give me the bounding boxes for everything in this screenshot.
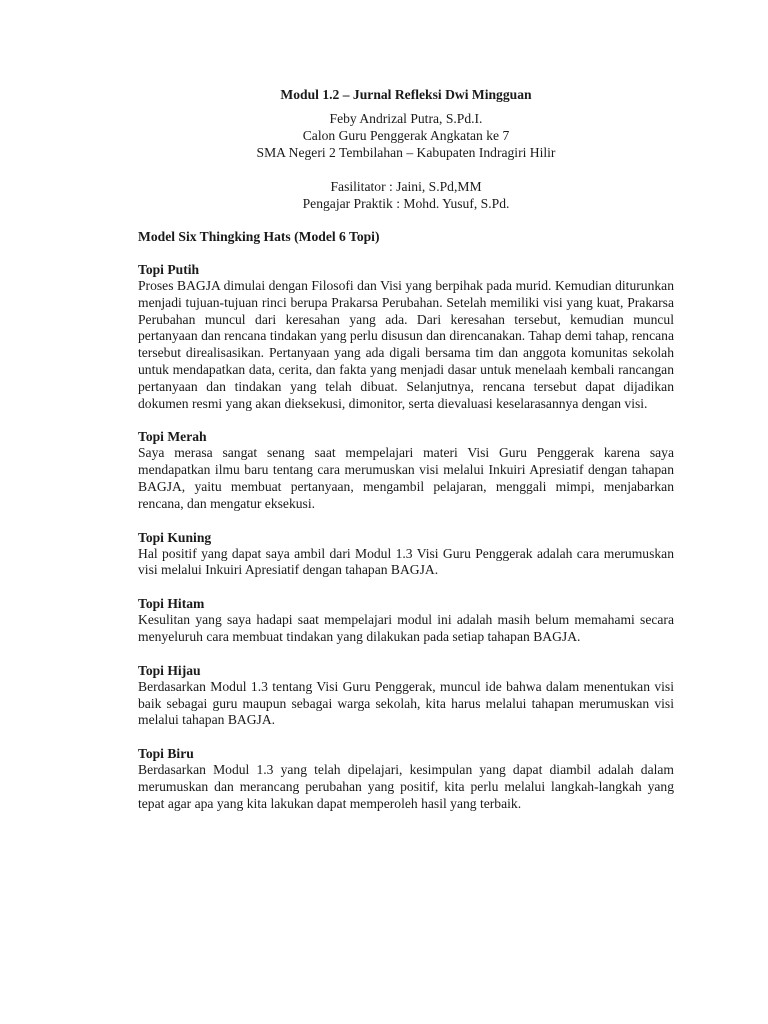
author-name: Feby Andrizal Putra, S.Pd.I. — [329, 111, 483, 126]
section-heading: Topi Hijau — [138, 662, 201, 678]
section-body: Berdasarkan Modul 1.3 yang telah dipelajari, kesimpulan yang dapat diambil adalah dalam merumuskan dan merancang perubahan yang positif, kita perlu melalui langkah-langkah yang tepat agar apa yang kita lakukan dapat memperoleh hasil yang terbaik. — [138, 762, 674, 811]
section-topi-kuning — [138, 529, 674, 580]
section-body: Saya merasa sangat senang saat mempelajari materi Visi Guru Penggerak karena saya mendapatkan ilmu baru tentang cara merumuskan visi melalui Inkuiri Apresiatif dengan tahapan BAGJA, yaitu membuat pertanyaan, mengambil pelajaran, menggali mimpi, menjabarkan rencana, dan mengatur eksekusi. — [138, 445, 674, 511]
document-content — [138, 86, 674, 813]
author-role: Calon Guru Penggerak Angkatan ke 7 — [302, 128, 510, 143]
section-body: Proses BAGJA dimulai dengan Filosofi dan Visi yang berpihak pada murid. Kemudian diturunkan menjadi tujuan-tujuan rinci berupa Prakarsa Perubahan. Setelah memiliki visi yang kuat, Prakarsa Perubahan muncul dari keresahan yang ada. Dari keresahan tersebut, kemudian muncul pertanyaan dan rencana tindakan yang perlu disusun dan direncanakan. Tahap demi tahap, rencana tersebut direalisasikan. Pertanyaan yang ada digali bersama tim dan anggota komunitas sekolah untuk mendapatkan data, cerita, dan fakta yang menjadi dasar untuk menelaah kembali rancangan pertanyaan dan tindakan yang telah dibuat. Selanjutnya, rencana tersebut dapat dijadikan dokumen resmi yang akan dieksekusi, dimonitor, serta dievaluasi keselarasannya dengan visi. — [138, 278, 674, 411]
section-topi-hitam — [138, 595, 674, 646]
model-title: Model Six Thingking Hats (Model 6 Topi) — [138, 229, 380, 244]
facilitator-line: Fasilitator : Jaini, S.Pd,MM — [330, 179, 482, 194]
section-heading: Topi Biru — [138, 746, 194, 762]
spacer — [138, 161, 674, 178]
section-heading: Topi Kuning — [138, 529, 212, 545]
document-title: Modul 1.2 – Jurnal Refleksi Dwi Mingguan — [280, 87, 532, 102]
section-heading: Topi Hitam — [138, 596, 205, 612]
section-body: Berdasarkan Modul 1.3 tentang Visi Guru Penggerak, muncul ide bahwa dalam menentukan visi baik sebagai guru maupun sebagai warga sekolah, kita harus melalui tahapan merumuskan visi melalui tahapan BAGJA. — [138, 678, 674, 728]
section-topi-hijau — [138, 662, 674, 729]
section-body: Hal positif yang dapat saya ambil dari Modul 1.3 Visi Guru Penggerak adalah cara merumuskan visi melalui Inkuiri Apresiatif dengan tahapan BAGJA. — [138, 545, 674, 578]
school-name: SMA Negeri 2 Tembilahan – Kabupaten Indragiri Hilir — [256, 145, 556, 160]
section-body: Kesulitan yang saya hadapi saat mempelajari modul ini adalah masih belum memahami secara menyeluruh cara membuat tindakan yang dilakukan pada setiap tahapan BAGJA. — [138, 612, 674, 644]
practice-teacher-line: Pengajar Praktik : Mohd. Yusuf, S.Pd. — [302, 196, 510, 211]
section-heading: Topi Merah — [138, 429, 207, 445]
section-topi-merah — [138, 428, 674, 512]
section-topi-biru — [138, 745, 674, 812]
section-heading: Topi Putih — [138, 262, 200, 277]
section-topi-putih — [138, 261, 674, 412]
